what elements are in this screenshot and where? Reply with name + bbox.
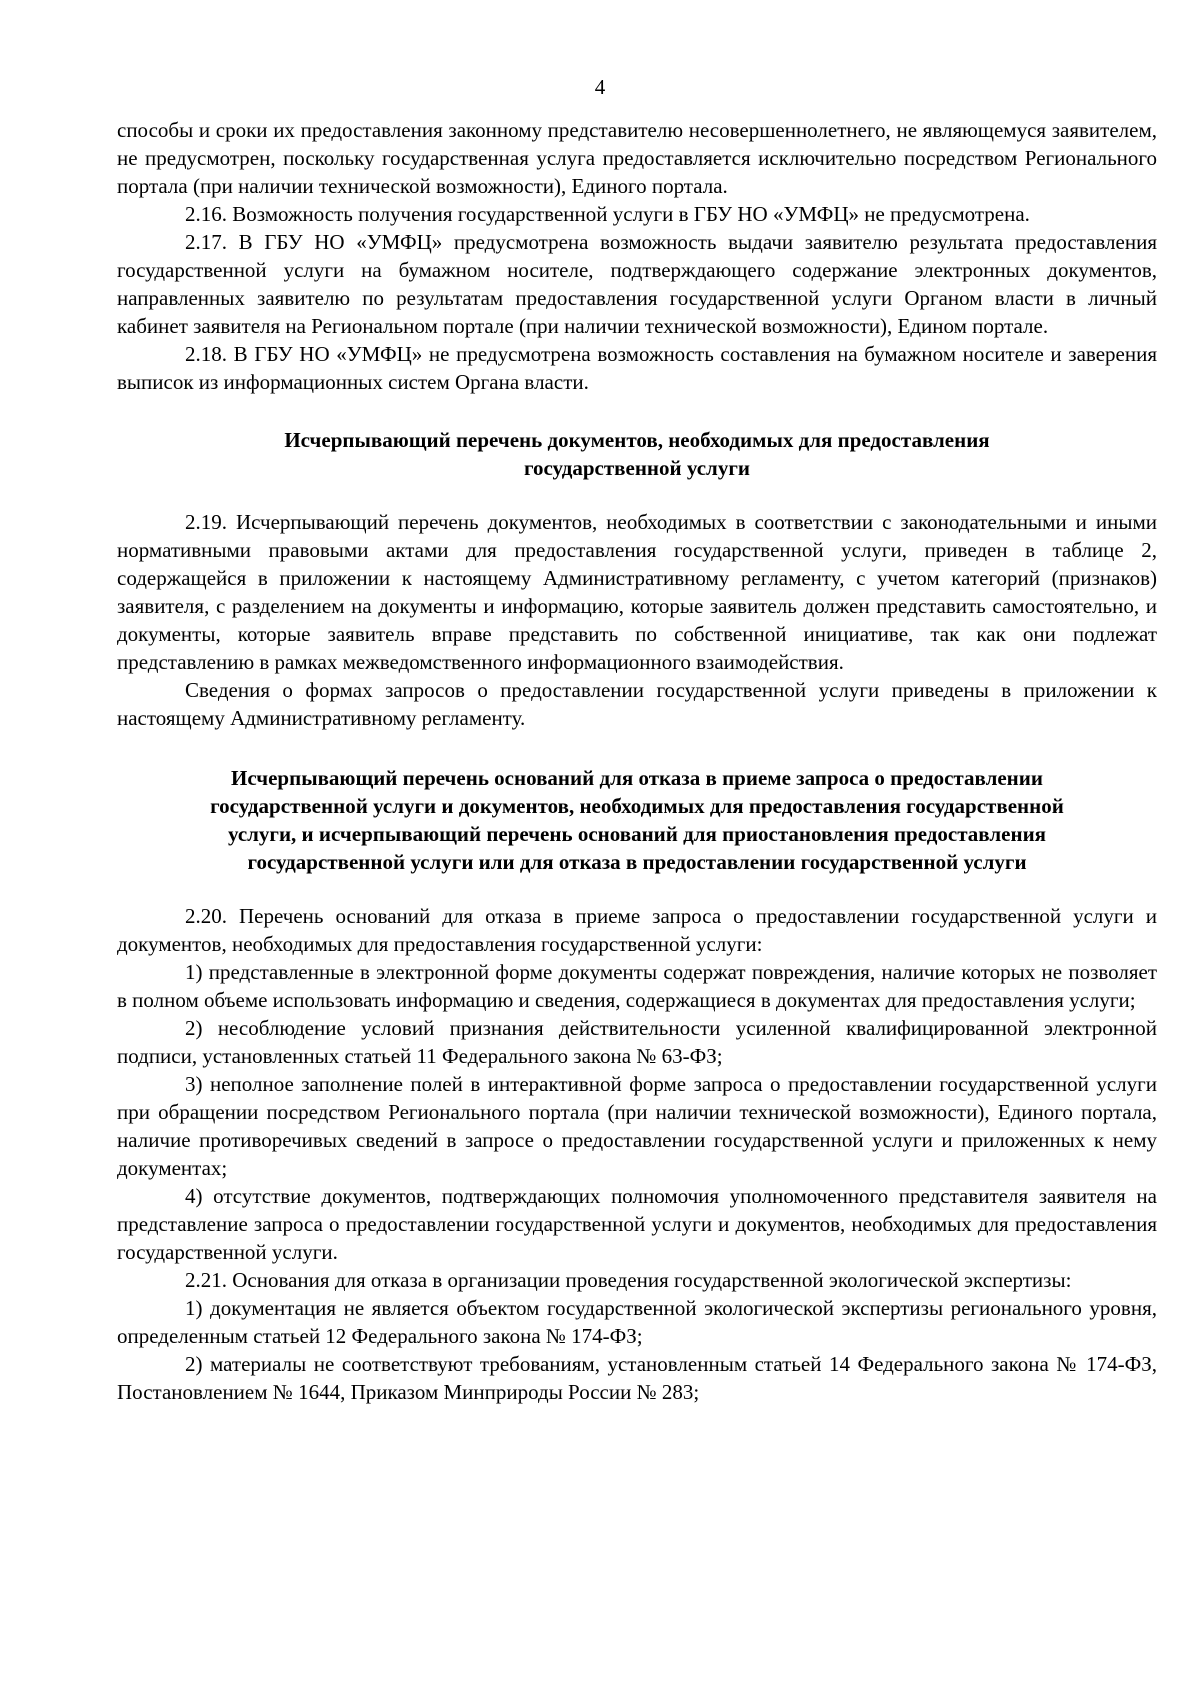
section-top bbox=[117, 116, 1157, 396]
list-item-2-21-2: 2) материалы не соответствуют требованиям, установленным статьей 14 Федерального закона № 174-ФЗ, Постановлением № 1644, Приказом Минприроды России № 283; bbox=[117, 1352, 1157, 1404]
heading-line: услуги, и исчерпывающий перечень оснований для приостановления предоставления bbox=[227, 822, 1047, 846]
paragraph-2-21: 2.21. Основания для отказа в организации проведения государственной экологической экспертизы: bbox=[185, 1268, 1072, 1292]
list-item-2-20-1: 1) представленные в электронной форме документы содержат повреждения, наличие которых не позволяет в полном объеме использовать информацию и сведения, содержащиеся в документах для предоставления услуги; bbox=[117, 960, 1157, 1012]
list-item-2-20-2: 2) несоблюдение условий признания действительности усиленной квалифицированной электронной подписи, установленных статьей 11 Федерального закона № 63-ФЗ; bbox=[117, 1016, 1157, 1068]
heading-line: Исчерпывающий перечень документов, необходимых для предоставления bbox=[284, 428, 990, 452]
spacer bbox=[117, 732, 1157, 764]
spacer bbox=[117, 876, 1157, 902]
spacer bbox=[117, 396, 1157, 426]
list-item-2-20-3: 3) неполное заполнение полей в интерактивной форме запроса о предоставлении государственной услуги при обращении посредством Регионального портала (при наличии технической возможности), Единого портала, наличие противоречивых сведений в запросе о предоставлении государственной услуги и приложенных к нему документах; bbox=[117, 1072, 1157, 1180]
paragraph-forms: Сведения о формах запросов о предоставлении государственной услуги приведены в приложении к настоящему Административному регламенту. bbox=[117, 678, 1157, 730]
list-item-2-20-4: 4) отсутствие документов, подтверждающих полномочия уполномоченного представителя заявителя на представление запроса о предоставлении государственной услуги и документов, необходимых для предоставления государственной услуги. bbox=[117, 1184, 1157, 1264]
paragraph-intro: способы и сроки их предоставления законному представителю несовершеннолетнего, не являющемуся заявителем, не предусмотрен, поскольку государственная услуга предоставляется исключительно посредством Регионального портала (при наличии технической возможности), Единого портала. bbox=[117, 118, 1157, 198]
section-heading-documents bbox=[117, 426, 1157, 482]
heading-line: государственной услуги и документов, необходимых для предоставления государственной bbox=[210, 794, 1064, 818]
list-item-2-21-1: 1) документация не является объектом государственной экологической экспертизы регионального уровня, определенным статьей 12 Федерального закона № 174-ФЗ; bbox=[117, 1296, 1157, 1348]
paragraph-2-16: 2.16. Возможность получения государственной услуги в ГБУ НО «УМФЦ» не предусмотрена. bbox=[185, 202, 1030, 226]
heading-line: государственной услуги bbox=[524, 456, 750, 480]
document-body bbox=[117, 116, 1157, 1406]
spacer bbox=[117, 482, 1157, 508]
heading-line: государственной услуги или для отказа в предоставлении государственной услуги bbox=[247, 850, 1027, 874]
paragraph-2-17: 2.17. В ГБУ НО «УМФЦ» предусмотрена возможность выдачи заявителю результата предоставления государственной услуги на бумажном носителе, подтверждающего содержание электронных документов, направленных заявителю по результатам предоставления государственной услуги Органом власти в личный кабинет заявителя на Региональном портале (при наличии технической возможности), Едином портале. bbox=[117, 230, 1157, 338]
section-bottom bbox=[117, 902, 1157, 1406]
paragraph-2-20: 2.20. Перечень оснований для отказа в приеме запроса о предоставлении государственной услуги и документов, необходимых для предоставления государственной услуги: bbox=[117, 904, 1157, 956]
paragraph-2-18: 2.18. В ГБУ НО «УМФЦ» не предусмотрена возможность составления на бумажном носителе и заверения выписок из информационных систем Органа власти. bbox=[117, 342, 1157, 394]
section-heading-refusal-grounds bbox=[117, 764, 1157, 876]
heading-line: Исчерпывающий перечень оснований для отказа в приеме запроса о предоставлении bbox=[231, 766, 1043, 790]
paragraph-2-19: 2.19. Исчерпывающий перечень документов, необходимых в соответствии с законодательными и иными нормативными правовыми актами для предоставления государственной услуги, приведен в таблице 2, содержащейся в приложении к настоящему Административному регламенту, с учетом категорий (признаков) заявителя, с разделением на документы и информацию, которые заявитель должен представить самостоятельно, и документы, которые заявитель вправе представить по собственной инициативе, так как они подлежат представлению в рамках межведомственного информационного взаимодействия. bbox=[117, 510, 1157, 674]
section-middle bbox=[117, 508, 1157, 732]
page-number: 4 bbox=[594, 75, 606, 99]
